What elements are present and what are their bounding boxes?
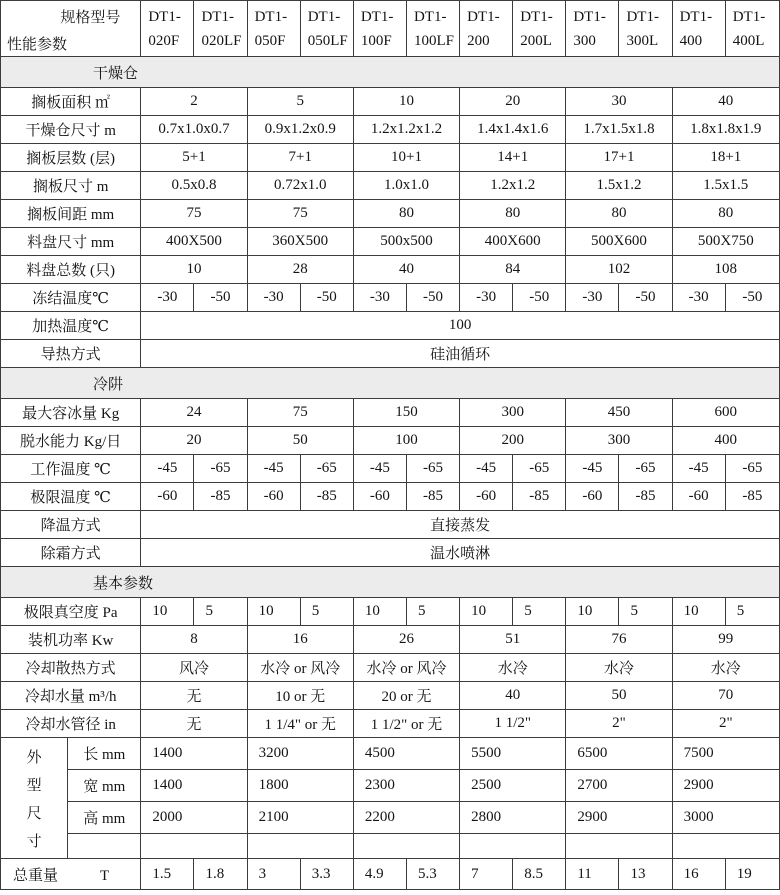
spec-value: -60 bbox=[566, 483, 619, 511]
spec-value: -45 bbox=[247, 455, 300, 483]
spec-value: 5 bbox=[300, 598, 353, 626]
spec-value: 28 bbox=[247, 256, 353, 284]
spec-value: 19 bbox=[725, 859, 779, 890]
spec-value: -60 bbox=[460, 483, 513, 511]
table-row bbox=[1, 682, 780, 710]
spec-value: 1 1/2" bbox=[460, 710, 566, 738]
spec-value: 0.7x1.0x0.7 bbox=[141, 116, 247, 144]
spec-value: 400X500 bbox=[141, 228, 247, 256]
table-row bbox=[1, 654, 780, 682]
spec-value: 2" bbox=[566, 710, 672, 738]
row-label: 搁板间距 mm bbox=[1, 200, 141, 228]
table-row bbox=[1, 859, 780, 890]
spec-value: -50 bbox=[619, 284, 672, 312]
spec-value: 2900 bbox=[566, 801, 672, 833]
spec-value: 20 bbox=[141, 427, 247, 455]
spec-value: 2500 bbox=[460, 769, 566, 801]
spec-value: 7500 bbox=[672, 738, 779, 770]
model-code: 100F bbox=[360, 32, 392, 49]
table-row bbox=[1, 738, 780, 770]
row-label: 冷却水量 m³/h bbox=[1, 682, 141, 710]
dimension-sub-label: 高 mm bbox=[68, 801, 141, 833]
spec-value: 1.8 bbox=[194, 859, 247, 890]
table-row bbox=[1, 172, 780, 200]
spec-value: 100 bbox=[141, 312, 780, 340]
model-code: 050F bbox=[254, 32, 286, 49]
spec-value: 70 bbox=[672, 682, 779, 710]
dimension-vertical-text bbox=[1, 738, 67, 858]
spec-value: -30 bbox=[353, 284, 406, 312]
model-header-cell bbox=[406, 1, 459, 57]
spec-value: -85 bbox=[619, 483, 672, 511]
spec-value: 1.2x1.2x1.2 bbox=[353, 116, 459, 144]
spec-value: 10 bbox=[460, 598, 513, 626]
spec-value: 75 bbox=[247, 200, 353, 228]
model-header-cell bbox=[672, 1, 725, 57]
spec-value: 14+1 bbox=[460, 144, 566, 172]
spec-value: 300 bbox=[460, 399, 566, 427]
spec-value: 5 bbox=[194, 598, 247, 626]
corner-top-label: 规格型号 bbox=[60, 9, 121, 26]
dimension-sub-label: 宽 mm bbox=[68, 769, 141, 801]
section-header: 基本参数 bbox=[1, 567, 780, 598]
spec-value: 108 bbox=[672, 256, 779, 284]
spec-value: 8.5 bbox=[513, 859, 566, 890]
table-row bbox=[1, 284, 780, 312]
spec-value: 300 bbox=[566, 427, 672, 455]
spec-value: -85 bbox=[300, 483, 353, 511]
spec-value: 20 or 无 bbox=[353, 682, 459, 710]
spec-value: 75 bbox=[141, 200, 247, 228]
model-prefix: DT1- bbox=[679, 8, 713, 25]
spec-value: 5.3 bbox=[406, 859, 459, 890]
spec-value: 2200 bbox=[353, 801, 459, 833]
spec-value: 600 bbox=[672, 399, 779, 427]
spec-value: -30 bbox=[247, 284, 300, 312]
spec-value: 硅油循环 bbox=[141, 340, 780, 368]
table-row bbox=[1, 399, 780, 427]
spec-value: 150 bbox=[353, 399, 459, 427]
spec-value: 5 bbox=[619, 598, 672, 626]
spec-value: -45 bbox=[566, 455, 619, 483]
model-code: 020F bbox=[148, 32, 180, 49]
spec-value: 200 bbox=[460, 427, 566, 455]
spec-value: 10+1 bbox=[353, 144, 459, 172]
spec-value: 1 1/2" or 无 bbox=[353, 710, 459, 738]
table-row bbox=[1, 483, 780, 511]
spec-value: 3200 bbox=[247, 738, 353, 770]
spec-value: 1.5 bbox=[141, 859, 194, 890]
model-prefix: DT1- bbox=[307, 8, 341, 25]
spec-value: 80 bbox=[460, 200, 566, 228]
spec-value: 8 bbox=[141, 626, 247, 654]
spec-value: 2700 bbox=[566, 769, 672, 801]
spec-value: -65 bbox=[725, 455, 779, 483]
spec-value: 10 bbox=[247, 598, 300, 626]
spec-value: -60 bbox=[353, 483, 406, 511]
row-label: 料盘总数 (只) bbox=[1, 256, 141, 284]
spec-value: 水冷 bbox=[672, 654, 779, 682]
spec-value: 温水喷淋 bbox=[141, 539, 780, 567]
spec-value: 26 bbox=[353, 626, 459, 654]
model-prefix: DT1- bbox=[254, 8, 288, 25]
table-row bbox=[1, 200, 780, 228]
model-header-cell bbox=[460, 1, 513, 57]
weight-unit: T bbox=[100, 867, 110, 884]
spec-value: -30 bbox=[460, 284, 513, 312]
corner-bottom-label: 性能参数 bbox=[7, 36, 68, 53]
spec-value bbox=[141, 833, 247, 858]
spec-value: -50 bbox=[513, 284, 566, 312]
header-row bbox=[1, 1, 780, 57]
spec-value: -65 bbox=[406, 455, 459, 483]
spec-value: 80 bbox=[566, 200, 672, 228]
model-prefix: DT1- bbox=[201, 8, 234, 25]
spec-value: 2100 bbox=[247, 801, 353, 833]
spec-value: -60 bbox=[672, 483, 725, 511]
spec-value: -85 bbox=[406, 483, 459, 511]
spec-value: -45 bbox=[353, 455, 406, 483]
section-header: 干燥仓 bbox=[1, 57, 780, 88]
row-label: 冷却水管径 in bbox=[1, 710, 141, 738]
spec-value: 1.4x1.4x1.6 bbox=[460, 116, 566, 144]
spec-value: 6500 bbox=[566, 738, 672, 770]
spec-value: 1400 bbox=[141, 738, 247, 770]
table-row bbox=[1, 626, 780, 654]
spec-value: 400 bbox=[672, 427, 779, 455]
model-code: 200L bbox=[520, 32, 552, 49]
spec-value: 2 bbox=[141, 88, 247, 116]
spec-value: 17+1 bbox=[566, 144, 672, 172]
model-header-cell bbox=[619, 1, 672, 57]
spec-value: 1800 bbox=[247, 769, 353, 801]
spec-value: 5+1 bbox=[141, 144, 247, 172]
spec-value: 1.8x1.8x1.9 bbox=[672, 116, 779, 144]
row-label: 加热温度℃ bbox=[1, 312, 141, 340]
spec-value: -85 bbox=[513, 483, 566, 511]
spec-value: 16 bbox=[247, 626, 353, 654]
dimension-sub-label bbox=[68, 833, 141, 858]
spec-value: -85 bbox=[725, 483, 779, 511]
model-code: 200 bbox=[467, 32, 490, 49]
spec-value: 水冷 or 风冷 bbox=[353, 654, 459, 682]
row-label: 脱水能力 Kg/日 bbox=[1, 427, 141, 455]
table-row bbox=[1, 710, 780, 738]
spec-value: -50 bbox=[300, 284, 353, 312]
corner-cell bbox=[1, 1, 141, 57]
spec-value: -50 bbox=[194, 284, 247, 312]
spec-value: 5 bbox=[725, 598, 779, 626]
spec-value: 水冷 or 风冷 bbox=[247, 654, 353, 682]
model-code: 020LF bbox=[201, 32, 242, 49]
table-row bbox=[1, 567, 780, 598]
row-label: 导热方式 bbox=[1, 340, 141, 368]
spec-value: 50 bbox=[566, 682, 672, 710]
row-label: 料盘尺寸 mm bbox=[1, 228, 141, 256]
spec-value: 1.7x1.5x1.8 bbox=[566, 116, 672, 144]
spec-value: -45 bbox=[460, 455, 513, 483]
table-row bbox=[1, 88, 780, 116]
spec-value: 0.5x0.8 bbox=[141, 172, 247, 200]
model-prefix: DT1- bbox=[360, 8, 394, 25]
spec-value: 5 bbox=[247, 88, 353, 116]
model-prefix: DT1- bbox=[573, 8, 606, 25]
spec-value: -65 bbox=[194, 455, 247, 483]
spec-value: 1400 bbox=[141, 769, 247, 801]
spec-value: -60 bbox=[247, 483, 300, 511]
table-row bbox=[1, 769, 780, 801]
spec-value: -85 bbox=[194, 483, 247, 511]
spec-value: -45 bbox=[141, 455, 194, 483]
spec-value: 500x500 bbox=[353, 228, 459, 256]
spec-value: 3.3 bbox=[300, 859, 353, 890]
spec-value: 500X600 bbox=[566, 228, 672, 256]
spec-value: 2" bbox=[672, 710, 779, 738]
spec-value: 18+1 bbox=[672, 144, 779, 172]
spec-value: 400X600 bbox=[460, 228, 566, 256]
spec-value: 80 bbox=[353, 200, 459, 228]
table-row bbox=[1, 833, 780, 858]
spec-value: 10 bbox=[353, 88, 459, 116]
dimension-char: 尺 bbox=[26, 805, 42, 822]
table-row bbox=[1, 511, 780, 539]
spec-value: 3 bbox=[247, 859, 300, 890]
model-code: 400 bbox=[679, 32, 703, 49]
model-prefix: DT1- bbox=[467, 8, 500, 25]
spec-value: 51 bbox=[460, 626, 566, 654]
spec-value: -60 bbox=[141, 483, 194, 511]
row-label: 干燥仓尺寸 m bbox=[1, 116, 141, 144]
weight-label: 总重量 bbox=[13, 867, 59, 884]
spec-value: 16 bbox=[672, 859, 725, 890]
model-prefix: DT1- bbox=[520, 8, 553, 25]
spec-value: 10 bbox=[141, 598, 194, 626]
model-code: 400L bbox=[732, 32, 765, 49]
spec-value: 风冷 bbox=[141, 654, 247, 682]
spec-value: -45 bbox=[672, 455, 725, 483]
model-header-cell bbox=[513, 1, 566, 57]
row-label: 最大容冰量 Kg bbox=[1, 399, 141, 427]
spec-value: -30 bbox=[141, 284, 194, 312]
spec-value: 水冷 bbox=[460, 654, 566, 682]
table-row bbox=[1, 312, 780, 340]
spec-value: 20 bbox=[460, 88, 566, 116]
spec-value: 3000 bbox=[672, 801, 779, 833]
spec-value: 40 bbox=[353, 256, 459, 284]
row-label: 冷却散热方式 bbox=[1, 654, 141, 682]
table-row bbox=[1, 539, 780, 567]
spec-value: 7+1 bbox=[247, 144, 353, 172]
row-label: 冻结温度℃ bbox=[1, 284, 141, 312]
spec-value: 76 bbox=[566, 626, 672, 654]
spec-value: -65 bbox=[513, 455, 566, 483]
table-row bbox=[1, 57, 780, 88]
row-label: 搁板层数 (层) bbox=[1, 144, 141, 172]
table-row bbox=[1, 228, 780, 256]
spec-value: 0.72x1.0 bbox=[247, 172, 353, 200]
spec-value: -65 bbox=[619, 455, 672, 483]
spec-value: 75 bbox=[247, 399, 353, 427]
spec-value: 2300 bbox=[353, 769, 459, 801]
spec-value: 100 bbox=[353, 427, 459, 455]
row-label bbox=[1, 859, 141, 890]
row-label: 除霜方式 bbox=[1, 539, 141, 567]
spec-value: 无 bbox=[141, 682, 247, 710]
table-row bbox=[1, 256, 780, 284]
spec-value: 10 bbox=[141, 256, 247, 284]
spec-value: 40 bbox=[672, 88, 779, 116]
spec-value: 10 bbox=[353, 598, 406, 626]
spec-value: -50 bbox=[725, 284, 779, 312]
dimension-sub-label: 长 mm bbox=[68, 738, 141, 770]
spec-value: 1.5x1.2 bbox=[566, 172, 672, 200]
table-row bbox=[1, 801, 780, 833]
spec-value: 水冷 bbox=[566, 654, 672, 682]
spec-value: 无 bbox=[141, 710, 247, 738]
spec-value: 84 bbox=[460, 256, 566, 284]
spec-value: 10 bbox=[672, 598, 725, 626]
spec-value bbox=[247, 833, 353, 858]
row-label: 搁板尺寸 m bbox=[1, 172, 141, 200]
model-header-cell bbox=[725, 1, 779, 57]
spec-value: 80 bbox=[672, 200, 779, 228]
spec-value: 360X500 bbox=[247, 228, 353, 256]
spec-value: 2000 bbox=[141, 801, 247, 833]
spec-value: -50 bbox=[406, 284, 459, 312]
row-label: 降温方式 bbox=[1, 511, 141, 539]
spec-value: 4.9 bbox=[353, 859, 406, 890]
spec-value: 5 bbox=[513, 598, 566, 626]
table-row bbox=[1, 455, 780, 483]
spec-value: 1.0x1.0 bbox=[353, 172, 459, 200]
row-label: 搁板面积 ㎡ bbox=[1, 88, 141, 116]
spec-value bbox=[460, 833, 566, 858]
spec-value: 1.2x1.2 bbox=[460, 172, 566, 200]
model-code: 300L bbox=[626, 32, 659, 49]
spec-value: 7 bbox=[460, 859, 513, 890]
row-label: 装机功率 Kw bbox=[1, 626, 141, 654]
spec-value: -65 bbox=[300, 455, 353, 483]
spec-value: 直接蒸发 bbox=[141, 511, 780, 539]
model-prefix: DT1- bbox=[148, 8, 181, 25]
model-code: 100LF bbox=[413, 32, 454, 49]
model-header-cell bbox=[566, 1, 619, 57]
spec-value bbox=[566, 833, 672, 858]
spec-value bbox=[353, 833, 459, 858]
spec-value: 2800 bbox=[460, 801, 566, 833]
table-row bbox=[1, 427, 780, 455]
model-header-cell bbox=[353, 1, 406, 57]
spec-value: 1.5x1.5 bbox=[672, 172, 779, 200]
model-prefix: DT1- bbox=[413, 8, 447, 25]
model-header-cell bbox=[141, 1, 194, 57]
model-code: 300 bbox=[573, 32, 596, 49]
spec-value: 13 bbox=[619, 859, 672, 890]
spec-value: -30 bbox=[566, 284, 619, 312]
model-header-cell bbox=[247, 1, 300, 57]
section-header: 冷阱 bbox=[1, 368, 780, 399]
spec-value: 30 bbox=[566, 88, 672, 116]
model-prefix: DT1- bbox=[732, 8, 766, 25]
table-row bbox=[1, 368, 780, 399]
spec-value: 102 bbox=[566, 256, 672, 284]
spec-value: 11 bbox=[566, 859, 619, 890]
spec-value: 24 bbox=[141, 399, 247, 427]
spec-value: 40 bbox=[460, 682, 566, 710]
row-label: 极限温度 ℃ bbox=[1, 483, 141, 511]
table-row bbox=[1, 144, 780, 172]
model-code: 050LF bbox=[307, 32, 348, 49]
table-row bbox=[1, 116, 780, 144]
row-label: 工作温度 ℃ bbox=[1, 455, 141, 483]
table-row bbox=[1, 340, 780, 368]
dimension-char: 寸 bbox=[26, 833, 42, 850]
spec-value: -30 bbox=[672, 284, 725, 312]
dimension-group-label bbox=[1, 738, 68, 859]
row-label: 极限真空度 Pa bbox=[1, 598, 141, 626]
spec-value: 2900 bbox=[672, 769, 779, 801]
spec-value: 1 1/4" or 无 bbox=[247, 710, 353, 738]
model-header-cell bbox=[300, 1, 353, 57]
spec-value: 50 bbox=[247, 427, 353, 455]
table-row bbox=[1, 598, 780, 626]
spec-value: 0.9x1.2x0.9 bbox=[247, 116, 353, 144]
model-header-cell bbox=[194, 1, 247, 57]
spec-value: 4500 bbox=[353, 738, 459, 770]
model-prefix: DT1- bbox=[626, 8, 659, 25]
dimension-char: 型 bbox=[26, 777, 42, 794]
spec-value: 5500 bbox=[460, 738, 566, 770]
spec-value: 10 or 无 bbox=[247, 682, 353, 710]
spec-value: 500X750 bbox=[672, 228, 779, 256]
spec-value: 450 bbox=[566, 399, 672, 427]
spec-value: 99 bbox=[672, 626, 779, 654]
spec-value bbox=[672, 833, 779, 858]
spec-value: 10 bbox=[566, 598, 619, 626]
dimension-char: 外 bbox=[26, 749, 42, 766]
spec-value: 5 bbox=[406, 598, 459, 626]
